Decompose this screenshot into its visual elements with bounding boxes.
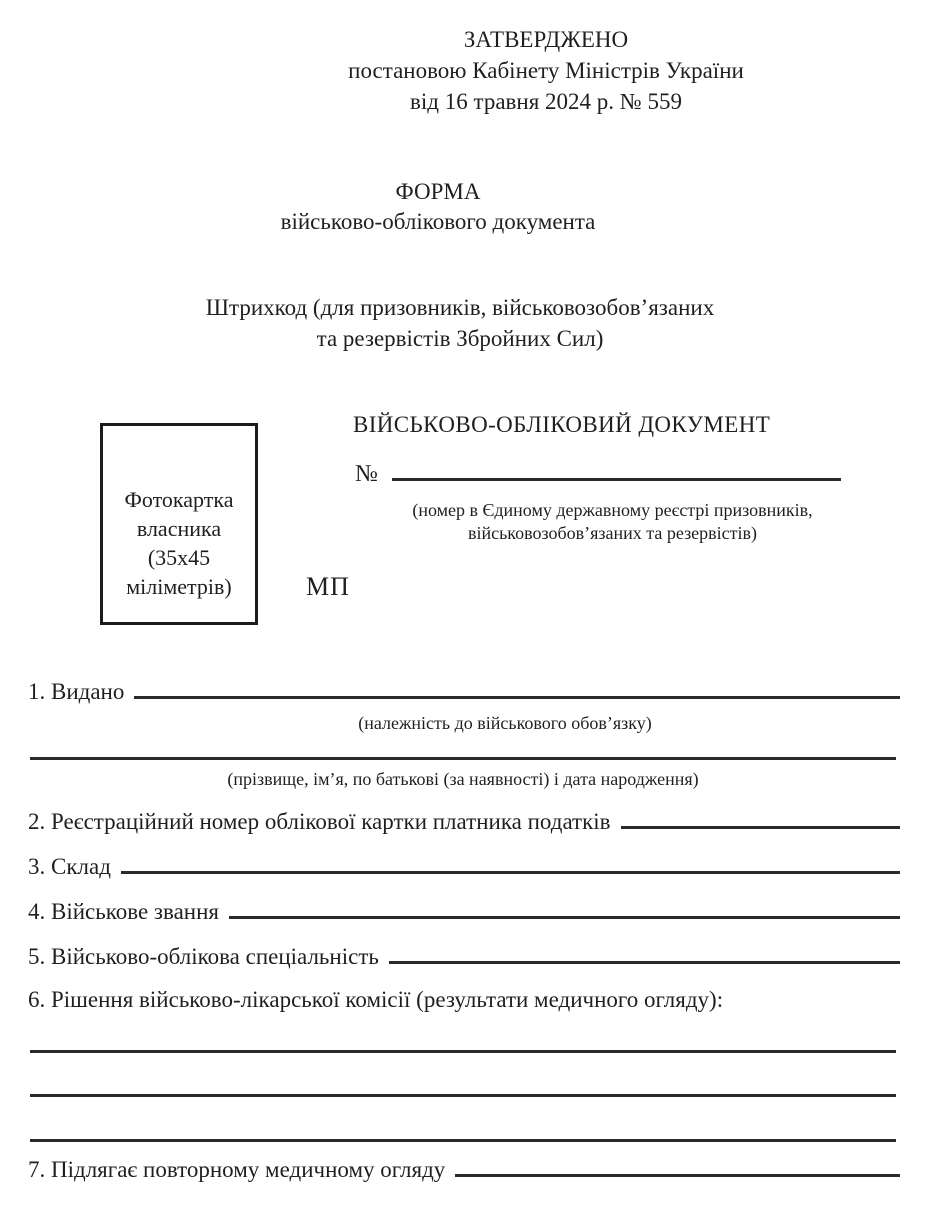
field-issued-by-blank-line [134, 696, 900, 699]
number-caption-line1: (номер в Єдиному державному реєстрі призовників, [412, 500, 813, 520]
field-repeat-examination [28, 1157, 900, 1183]
barcode-note [0, 292, 920, 354]
photo-box-line1: Фотокартка [124, 487, 234, 512]
number-caption-line2: військовозобов’язаних та резервістів) [467, 523, 758, 543]
document-title: ВІЙСЬКОВО-ОБЛІКОВИЙ ДОКУМЕНТ [353, 412, 771, 437]
form-title-word: ФОРМА [395, 179, 481, 204]
document-number-blank-line [392, 478, 841, 481]
barcode-note-line1: Штрихкод (для призовників, військовозобов’язаних [205, 295, 715, 320]
field-name-caption: (прізвище, ім’я, по батькові (за наявності) і дата народження) [227, 769, 699, 789]
field-tax-number [28, 809, 900, 835]
field-military-rank-label: 4. Військове звання [28, 899, 219, 924]
field-tax-number-blank-line [621, 826, 900, 829]
number-sign: № [355, 461, 378, 487]
field-issued-by-caption: (належність до військового обов’язку) [358, 713, 652, 733]
field-specialty-label: 5. Військово-облікова спеціальність [28, 944, 379, 969]
field-military-rank-blank-line [229, 916, 900, 919]
medical-commission-blank-line-2 [30, 1094, 896, 1097]
photo-box-line2: власника [136, 516, 222, 541]
field-repeat-examination-label: 7. Підлягає повторному медичному огляду [28, 1157, 446, 1182]
field-issued-by [28, 679, 900, 705]
approval-block [340, 24, 752, 117]
photo-box-line3: (35х45 [147, 545, 211, 570]
document-number-row [355, 461, 841, 488]
field-repeat-examination-blank-line [455, 1174, 900, 1177]
field-category [28, 854, 900, 880]
medical-commission-blank-line-1 [30, 1050, 896, 1053]
photo-placeholder-box [100, 423, 258, 625]
field-medical-commission [28, 987, 900, 1013]
medical-commission-blank-line-3 [30, 1139, 896, 1142]
approval-date-number: від 16 травня 2024 р. № 559 [410, 89, 682, 114]
field-specialty [28, 944, 900, 970]
form-title-block [0, 177, 876, 237]
field-name-blank-line [30, 757, 896, 760]
approval-authority: постановою Кабінету Міністрів України [348, 58, 744, 83]
barcode-note-line2: та резервістів Збройних Сил) [316, 326, 604, 351]
field-tax-number-label: 2. Реєстраційний номер облікової картки платника податків [28, 809, 611, 834]
field-specialty-blank-line [389, 961, 900, 964]
stamp-place-label: МП [306, 572, 350, 601]
field-category-label: 3. Склад [28, 854, 111, 879]
approval-stamp-word: ЗАТВЕРДЖЕНО [463, 27, 629, 52]
number-caption [390, 499, 835, 545]
field-medical-commission-label: 6. Рішення військово-лікарської комісії (результати медичного огляду): [28, 987, 724, 1012]
form-title-subject: військово-облікового документа [280, 209, 596, 234]
field-military-rank [28, 899, 900, 925]
field-category-blank-line [121, 871, 900, 874]
photo-box-line4: міліметрів) [126, 574, 232, 599]
field-issued-by-label: 1. Видано [28, 679, 125, 704]
